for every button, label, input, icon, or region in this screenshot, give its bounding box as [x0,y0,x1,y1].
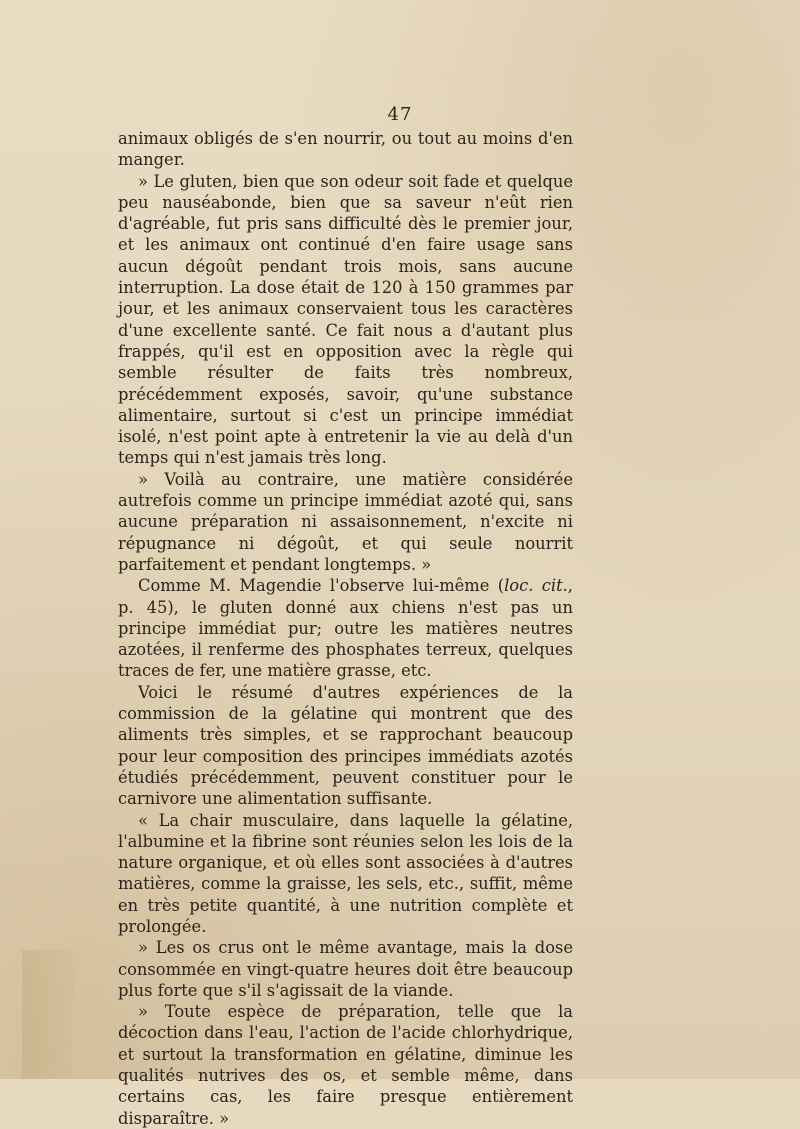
paper-stain [22,950,74,1079]
paragraph-5: Voici le résumé d'autres expériences de la commission de la gélatine qui montrent que des aliments très simples, et se rapprochant beaucoup pour leur composition des principes immédiats azotés étudiés précédemment, peuvent constituer pour le carnivore une alimentation suffisante. [118,682,573,809]
page-number: 47 [387,104,413,125]
paragraph-1: animaux obligés de s'en nourrir, ou tout au moins d'en manger. [118,129,573,170]
paragraph-6: « La chair musculaire, dans laquelle la gélatine, l'albumine et la fibrine sont réunies selon les lois de la nature organique, et où elles sont associées à d'autres matières, comme la graisse, les sels, etc., suffit, même en très petite quantité, à une nutrition complète et prolongée. [118,810,573,936]
paragraph-4-start: Comme M. Magendie l'observe lui-même ( [138,576,505,596]
paragraph-4 [118,575,573,681]
paragraph-2: » Le gluten, bien que son odeur soit fade et quelque peu nauséabonde, bien que sa saveur n'eût rien d'agréable, fut pris sans difficulté dès le premier jour, et les animaux ont continué d'en faire usage sans aucun dégoût pendant trois mois, sans aucune interruption. La dose était de 120 à 150 grammes par jour, et les animaux conservaient tous les caractères d'une excellente santé. Ce fait nous a d'autant plus frappés, qu'il est en opposition avec la règle qui semble résulter de faits très nombreux, précédemment exposés, savoir, qu'une substance alimentaire, surtout si c'est un principe immédiat isolé, n'est point apte à entretenir la vie au delà d'un temps qui n'est jamais très long. [118,171,573,468]
citation: loc. cit. [504,576,568,596]
paragraph-4-end: , p. 45), le gluten donné aux chiens n'est pas un principe immédiat pur; outre les matières neutres azotées, il renferme des phosphates terreux, quelques traces de fer, une matière grasse, etc. [118,576,573,681]
paragraph-3: » Voilà au contraire, une matière considérée autrefois comme un principe immédiat azoté qui, sans aucune préparation ni assaisonnement, n'excite ni répugnance ni dégoût, et qui seule nourrit parfaitement et pendant longtemps. » [118,469,573,574]
paragraph-7: » Les os crus ont le même avantage, mais la dose consommée en vingt-quatre heures doit être beaucoup plus forte que s'il s'agissait de la viande. [118,938,573,1000]
body-text [118,128,573,1129]
paragraph-8: » Toute espèce de préparation, telle que la décoction dans l'eau, l'action de l'acide chlorhydrique, et surtout la transformation en gélatine, diminue les qualités nutrives des os, et semble même, dans certains cas, les faire presque entièrement disparaître. » [118,1002,573,1128]
